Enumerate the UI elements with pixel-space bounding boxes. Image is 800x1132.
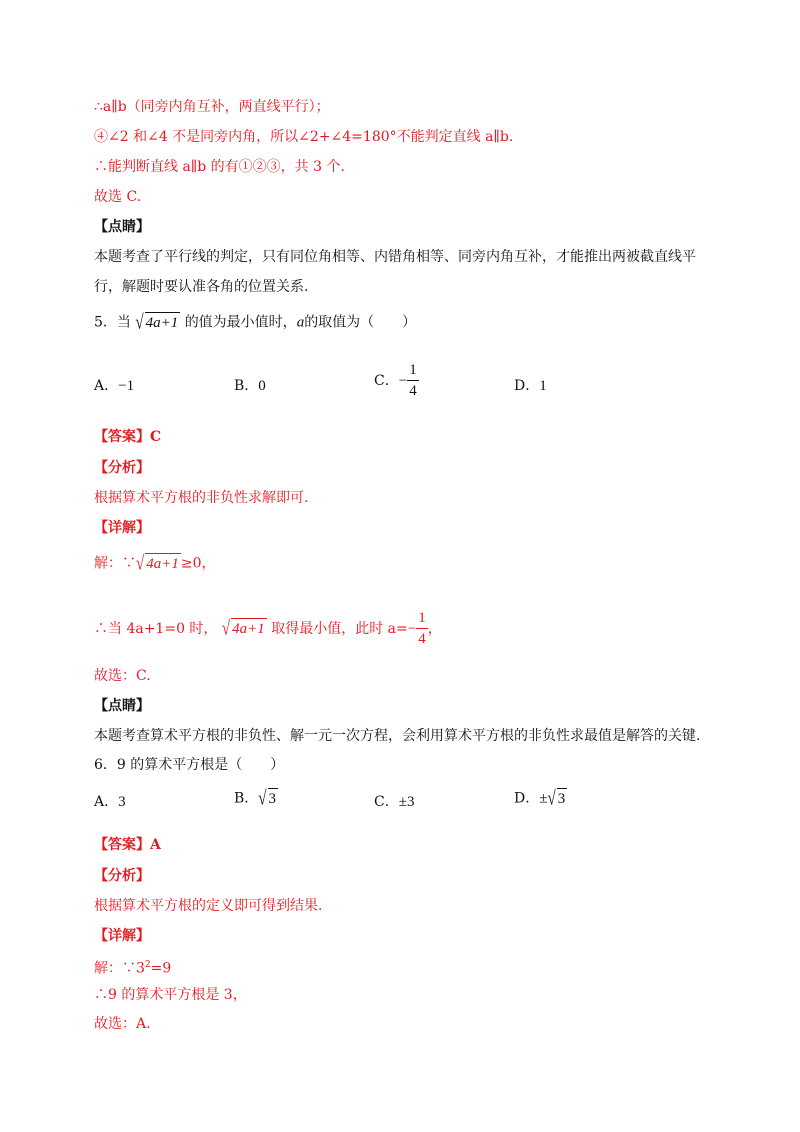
section-heading: 【点睛】 — [94, 698, 150, 714]
fraction: $\frac{1}{4}$ — [418, 610, 426, 647]
text-line: 行，解题时要认准各角的位置关系. — [94, 279, 309, 295]
text-line: 根据算术平方根的非负性求解即可. — [94, 490, 309, 506]
sqrt-expression: √ 4a+1 — [136, 553, 179, 575]
option-b: B．0 — [234, 378, 266, 394]
option-d: D．1 — [514, 378, 547, 394]
text-line: ∴9 的算术平方根是 3， — [94, 987, 247, 1003]
detail-line: ∴当 4a+1=0 时， √ 4a+1 取得最小值，此时 a=− $\frac{1}{4}$ ， — [94, 610, 442, 647]
text-line: ∴能判断直线 a∥b 的有①②③，共 3 个. — [94, 159, 345, 175]
answer-label: 【答案】C — [94, 429, 162, 445]
section-heading: 【点睛】 — [94, 219, 150, 235]
section-heading: 【分析】 — [94, 868, 150, 884]
question-6-stem: 6．9 的算术平方根是（ ） — [94, 757, 285, 773]
detail-line: 解：$\because 3^2=9$ — [94, 960, 172, 977]
text-line: 故选：A. — [94, 1016, 151, 1032]
text-line: 根据算术平方根的定义即可得到结果. — [94, 898, 323, 914]
text-line: ∴a∥b（同旁内角互补，两直线平行）； — [94, 99, 330, 115]
text-line: ④∠2 和∠4 不是同旁内角，所以∠2+∠4=180°不能判定直线 a∥b. — [94, 129, 514, 145]
section-heading: 【详解】 — [94, 928, 150, 944]
sqrt-expression: √ 4a+1 — [221, 618, 265, 640]
answer-label: 【答案】A — [94, 837, 161, 853]
option-c: C．±3 — [374, 794, 415, 810]
sqrt-expression: √ 3 — [258, 788, 277, 810]
detail-line: 解：∵√ 4a+1 ≥0， — [94, 553, 216, 575]
sqrt-expression: √ 4a+1 — [135, 312, 179, 334]
option-c: C．− $\frac{1}{4}$ — [374, 362, 417, 399]
text-line: 故选 C. — [94, 189, 142, 205]
sqrt-expression: √ 3 — [547, 788, 566, 810]
option-a: A．3 — [94, 794, 126, 810]
section-heading: 【详解】 — [94, 520, 150, 536]
fraction: $\frac{1}{4}$ — [409, 362, 417, 399]
option-b: B．√ 3 — [234, 788, 277, 810]
text-line: 本题考查算术平方根的非负性、解一元一次方程，会利用算术平方根的非负性求最值是解答的关键. — [94, 728, 701, 744]
option-a: A．−1 — [94, 378, 135, 394]
text-line: 故选：C. — [94, 668, 151, 684]
section-heading: 【分析】 — [94, 460, 150, 476]
option-d: D．±√ 3 — [514, 788, 566, 810]
question-5-stem: 5．当 √ 4a+1 的值为最小值时，a的取值为（ ） — [94, 312, 417, 334]
text-line: 本题考查了平行线的判定，只有同位角相等、内错角相等、同旁内角互补，才能推出两被截直线平 — [94, 249, 696, 265]
